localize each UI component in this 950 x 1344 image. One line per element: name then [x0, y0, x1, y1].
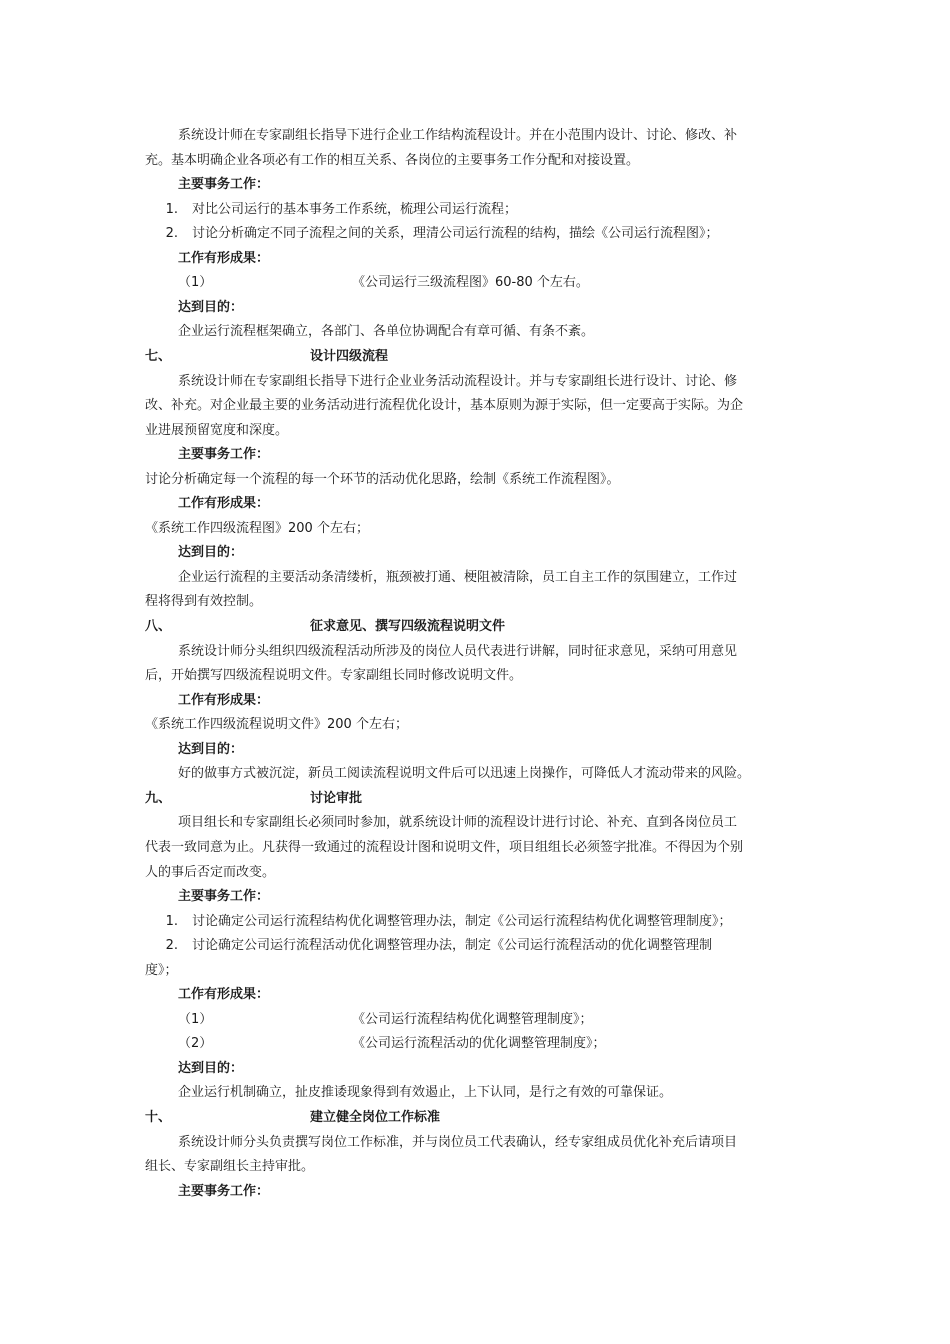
paragraph-line: 程将得到有效控制。 [145, 594, 263, 610]
paragraph-line: 系统设计师在专家副组长指导下进行企业工作结构流程设计。并在小范围内设计、讨论、修改、补 [178, 128, 738, 143]
item-text: 对比公司运行的基本事务工作系统，梳理公司运行流程； [192, 201, 518, 217]
paragraph-line: 企业运行机制确立，扯皮推诿现象得到有效遏止，上下认同，是行之有效的可靠保证。 [178, 1085, 673, 1101]
paragraph-line: 组长、专家副组长主持审批。 [145, 1159, 315, 1175]
section-label: 工作有形成果： [178, 250, 270, 266]
section-number: 八、 [145, 619, 172, 634]
result-item [145, 1008, 848, 1033]
paragraph-line: 改、补充。对企业最主要的业务活动进行流程优化设计，基本原则为源于实际，但一定要高于实际。为企 [145, 398, 744, 414]
paragraph-line: 后，开始撰写四级流程说明文件。专家副组长同时修改说明文件。 [145, 668, 523, 684]
paragraph-line: 《系统工作四级流程图》200 个左右； [145, 520, 369, 536]
paragraph-line: 《系统工作四级流程说明文件》200 个左右； [145, 717, 408, 733]
section-label: 工作有形成果： [178, 692, 270, 708]
section-label: 达到目的： [178, 299, 244, 315]
section-number: 十、 [145, 1110, 172, 1125]
paragraph-line: 企业运行流程的主要活动条清缕析，瓶颈被打通、梗阻被清除，员工自主工作的氛围建立，工作过 [178, 569, 738, 585]
item-number: （1） [178, 1011, 213, 1027]
paragraph-line: 人的事后否定而改变。 [145, 864, 276, 880]
section-label: 达到目的： [178, 545, 244, 561]
section-heading [145, 787, 815, 812]
section-heading [145, 615, 815, 640]
section-title: 设计四级流程 [310, 348, 389, 364]
section-number: 七、 [145, 348, 172, 364]
paragraph-line: 充。基本明确企业各项必有工作的相互关系、各岗位的主要事务工作分配和对接设置。 [145, 152, 640, 168]
numbered-item [145, 934, 815, 959]
item-number: 2. [165, 226, 178, 242]
paragraph-line: 企业运行流程框架确立，各部门、各单位协调配合有章可循、有条不紊。 [178, 324, 595, 340]
item-text: 《公司运行流程结构优化调整管理制度》； [352, 1011, 593, 1027]
section-title: 建立健全岗位工作标准 [310, 1110, 441, 1125]
item-number: （1） [178, 275, 213, 291]
section-heading [145, 1106, 815, 1131]
item-text: 《公司运行三级流程图》60-80 个左右。 [352, 275, 589, 291]
item-text: 讨论确定公司运行流程结构优化调整管理办法，制定《公司运行流程结构优化调整管理制度》； [192, 913, 732, 929]
item-number: 1. [165, 201, 178, 217]
result-item [145, 1032, 848, 1057]
section-label: 主要事务工作： [178, 447, 270, 463]
section-label: 达到目的： [178, 741, 244, 757]
paragraph-line: 系统设计师在专家副组长指导下进行企业业务活动流程设计。并与专家副组长进行设计、讨论、修 [178, 373, 738, 389]
numbered-item [145, 198, 815, 223]
paragraph-line: 讨论分析确定每一个流程的每一个环节的活动优化思路，绘制《系统工作流程图》。 [145, 471, 620, 487]
section-heading [145, 345, 815, 370]
item-number: 2. [165, 938, 178, 954]
section-label: 达到目的： [178, 1060, 244, 1076]
section-label: 主要事务工作： [178, 177, 270, 193]
paragraph-line: 好的做事方式被沉淀，新员工阅读流程说明文件后可以迅速上岗操作，可降低人才流动带来的风险。 [178, 766, 751, 782]
section-label: 工作有形成果： [178, 496, 270, 512]
paragraph-line: 项目组长和专家副组长必须同时参加，就系统设计师的流程设计进行讨论、补充、直到各岗位员工 [178, 815, 738, 831]
numbered-item [145, 222, 815, 247]
item-text: 讨论确定公司运行流程活动优化调整管理办法，制定《公司运行流程活动的优化调整管理制 [192, 938, 713, 954]
result-item [145, 271, 848, 296]
paragraph-line: 度》； [145, 962, 178, 978]
paragraph-line: 系统设计师分头组织四级流程活动所涉及的岗位人员代表进行讲解，同时征求意见，采纳可用意见 [178, 643, 738, 659]
paragraph-line: 系统设计师分头负责撰写岗位工作标准，并与岗位员工代表确认，经专家组成员优化补充后请项目 [178, 1134, 738, 1150]
section-label: 主要事务工作： [178, 889, 270, 905]
section-label: 主要事务工作： [178, 1183, 270, 1199]
paragraph-line: 代表一致同意为止。凡获得一致通过的流程设计图和说明文件，项目组组长必须签字批准。不得因为个别 [145, 839, 744, 855]
section-title: 讨论审批 [310, 790, 363, 806]
numbered-item [145, 910, 815, 935]
item-text: 《公司运行流程活动的优化调整管理制度》； [352, 1036, 606, 1052]
section-title: 征求意见、撰写四级流程说明文件 [310, 619, 506, 634]
section-number: 九、 [145, 790, 172, 806]
section-label: 工作有形成果： [178, 987, 270, 1003]
item-text: 讨论分析确定不同子流程之间的关系，理清公司运行流程的结构，描绘《公司运行流程图》； [192, 226, 719, 242]
item-number: 1. [165, 913, 178, 929]
item-number: （2） [178, 1036, 213, 1052]
paragraph-line: 业进展预留宽度和深度。 [145, 422, 289, 438]
